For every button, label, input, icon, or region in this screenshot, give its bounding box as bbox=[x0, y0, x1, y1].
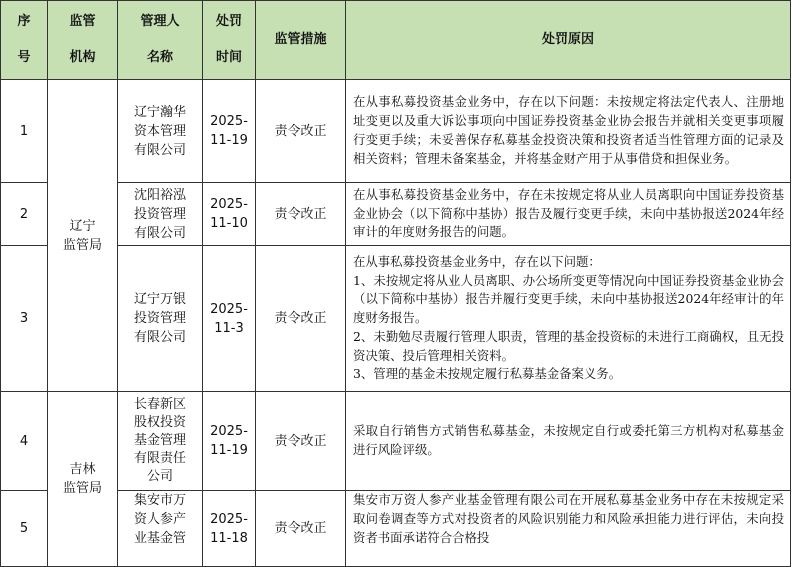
row-seq: 3 bbox=[1, 246, 48, 392]
measure: 责令改正 bbox=[256, 392, 346, 491]
reason-text: 在从事私募投资基金业务中，存在未按规定将从业人员离职向中国证券投资基金业协会（以下简称中基协）报告及履行变更手续，未向中基协报送2024年经审计的年度财务报告的问题。 bbox=[346, 183, 791, 246]
header-time: 处罚 时间 bbox=[203, 1, 256, 80]
header-org: 监管 机构 bbox=[48, 1, 118, 80]
reason-text bbox=[346, 246, 791, 392]
measure: 责令改正 bbox=[256, 183, 346, 246]
penalty-date: 2025- 11-19 bbox=[203, 392, 256, 491]
header-measure: 监管措施 bbox=[256, 1, 346, 80]
table-row bbox=[1, 246, 791, 392]
table-row bbox=[1, 80, 791, 183]
table-row bbox=[1, 183, 791, 246]
reason-text: 在从事私募投资基金业务中，存在以下问题：未按规定将法定代表人、注册地址变更以及重大诉讼事项向中国证券投资基金业协会报告并就相关变更事项履行变更手续；未妥善保存私募基金投资决策和投资者适当性管理方面的记录及相关资料；管理未备案基金，并将基金财产用于从事借贷和担保业务。 bbox=[346, 80, 791, 183]
table-header-row bbox=[1, 1, 791, 80]
manager-name: 集安市万 资人参产 业基金管 bbox=[118, 491, 203, 567]
org-cell-liaoning: 辽宁 监管局 bbox=[48, 80, 118, 392]
reason-line: 2、未勤勉尽责履行管理人职责，管理的基金投资标的未进行工商确权，且无投资决策、投后管理相关资料。 bbox=[353, 328, 784, 363]
reason-text: 采取自行销售方式销售私募基金，未按规定自行或委托第三方机构对私募基金进行风险评级。 bbox=[346, 392, 791, 491]
manager-name: 沈阳裕泓 投资管理 有限公司 bbox=[118, 183, 203, 246]
header-manager: 管理人 名称 bbox=[118, 1, 203, 80]
row-seq: 5 bbox=[1, 491, 48, 567]
reason-line: 1、未按规定将从业人员离职、办公场所变更等情况向中国证券投资基金业协会（以下简称中基协）报告并履行变更手续，未向中基协报送2024年经审计的年度财务报告。 bbox=[353, 272, 784, 326]
header-reason: 处罚原因 bbox=[346, 1, 791, 80]
reason-line: 3、管理的基金未按规定履行私募基金备案义务。 bbox=[353, 366, 622, 382]
penalty-date: 2025- 11-19 bbox=[203, 80, 256, 183]
table-row bbox=[1, 392, 791, 491]
reason-line: 在从事私募投资基金业务中，存在以下问题： bbox=[353, 253, 601, 269]
row-seq: 1 bbox=[1, 80, 48, 183]
penalty-date: 2025- 11-18 bbox=[203, 491, 256, 567]
row-seq: 4 bbox=[1, 392, 48, 491]
penalty-date: 2025- 11-10 bbox=[203, 183, 256, 246]
table-row bbox=[1, 491, 791, 567]
manager-name: 辽宁瀚华 资本管理 有限公司 bbox=[118, 80, 203, 183]
manager-name: 辽宁万银 投资管理 有限公司 bbox=[118, 246, 203, 392]
header-seq: 序 号 bbox=[1, 1, 48, 80]
row-seq: 2 bbox=[1, 183, 48, 246]
measure: 责令改正 bbox=[256, 246, 346, 392]
manager-name: 长春新区 股权投资 基金管理 有限责任 公司 bbox=[118, 392, 203, 491]
penalty-date: 2025- 11-3 bbox=[203, 246, 256, 392]
reason-text: 集安市万资人参产业基金管理有限公司在开展私募基金业务中存在未按规定采取问卷调查等方式对投资者的风险识别能力和风险承担能力进行评估，未向投资者书面承诺符合合格投 bbox=[346, 491, 791, 567]
measure: 责令改正 bbox=[256, 80, 346, 183]
measure: 责令改正 bbox=[256, 491, 346, 567]
org-cell-jilin: 吉林 监管局 bbox=[48, 392, 118, 567]
